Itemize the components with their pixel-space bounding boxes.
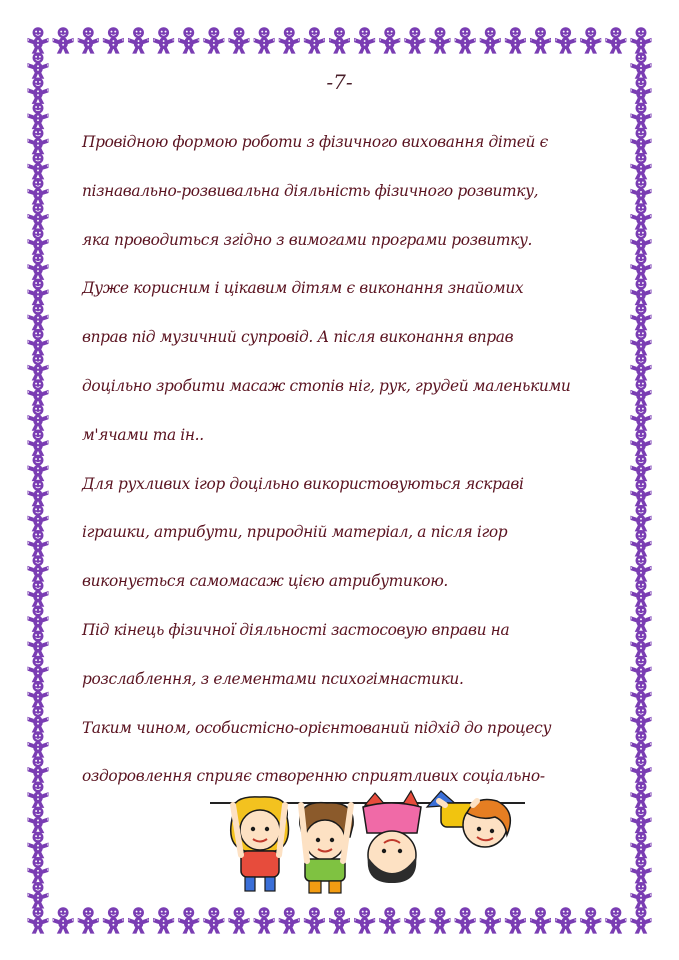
gingerbread-man-icon: [631, 153, 652, 179]
text-line: виконується самомасаж цією атрибутикою.: [82, 572, 448, 591]
gingerbread-man-icon: [631, 128, 652, 154]
gingerbread-man-icon: [254, 27, 275, 53]
gingerbread-man-icon: [631, 354, 652, 380]
gingerbread-man-icon: [631, 304, 652, 330]
gingerbread-man-icon: [631, 731, 652, 757]
gingerbread-man-icon: [28, 178, 49, 204]
gingerbread-man-icon: [430, 907, 451, 933]
gingerbread-man-icon: [631, 404, 652, 430]
gingerbread-man-icon: [455, 907, 476, 933]
gingerbread-man-icon: [631, 656, 652, 682]
gingerbread-man-icon: [28, 103, 49, 129]
gingerbread-man-icon: [28, 882, 49, 908]
gingerbread-man-icon: [505, 27, 526, 53]
paragraph-2: [82, 264, 602, 459]
text-line: Дуже корисним і цікавим дітям є виконання знайомих: [82, 279, 524, 298]
gingerbread-man-icon: [279, 907, 300, 933]
kids-hanging-on-bar-illustration: [205, 785, 530, 900]
gingerbread-man-icon: [631, 907, 652, 933]
gingerbread-man-icon: [28, 329, 49, 355]
gingerbread-man-icon: [178, 907, 199, 933]
gingerbread-man-icon: [379, 907, 400, 933]
gingerbread-man-icon: [631, 203, 652, 229]
gingerbread-man-icon: [28, 731, 49, 757]
gingerbread-man-icon: [304, 27, 325, 53]
text-line: Таким чином, особистісно-орієнтований підхід до процесу: [82, 718, 552, 737]
gingerbread-man-icon: [631, 178, 652, 204]
gingerbread-man-icon: [153, 907, 174, 933]
gingerbread-man-icon: [580, 27, 601, 53]
gingerbread-man-icon: [379, 27, 400, 53]
gingerbread-man-icon: [28, 832, 49, 858]
paragraph-3: [82, 460, 602, 606]
text-line: розслаблення, з елементами психогімнастики.: [82, 669, 464, 688]
gingerbread-man-icon: [631, 756, 652, 782]
gingerbread-man-icon: [28, 128, 49, 154]
gingerbread-man-icon: [631, 681, 652, 707]
body-text: [82, 118, 602, 801]
gingerbread-man-icon: [631, 279, 652, 305]
gingerbread-man-icon: [404, 907, 425, 933]
kid-2-icon: [300, 803, 353, 893]
text-line: іграшки, атрибути, природній матеріал, а після ігор: [82, 523, 508, 542]
gingerbread-man-icon: [28, 455, 49, 481]
gingerbread-man-icon: [580, 907, 601, 933]
gingerbread-man-icon: [631, 429, 652, 455]
gingerbread-man-icon: [178, 27, 199, 53]
gingerbread-man-icon: [28, 304, 49, 330]
gingerbread-man-icon: [631, 706, 652, 732]
kid-1-icon: [231, 797, 289, 891]
gingerbread-man-icon: [28, 807, 49, 833]
gingerbread-man-icon: [28, 706, 49, 732]
gingerbread-man-icon: [631, 605, 652, 631]
gingerbread-man-icon: [28, 153, 49, 179]
gingerbread-man-icon: [28, 631, 49, 657]
gingerbread-man-icon: [28, 354, 49, 380]
text-line: оздоровлення сприяє створенню сприятливих соціально-: [82, 767, 545, 786]
gingerbread-man-icon: [128, 907, 149, 933]
paragraph-4: [82, 606, 602, 704]
gingerbread-man-icon: [631, 530, 652, 556]
gingerbread-man-icon: [28, 505, 49, 531]
text-line: Під кінець фізичної діяльності застосовую вправи на: [82, 620, 510, 639]
text-line: м'ячами та ін..: [82, 425, 204, 444]
gingerbread-man-icon: [28, 907, 49, 933]
gingerbread-man-icon: [28, 555, 49, 581]
gingerbread-man-icon: [28, 404, 49, 430]
text-line: вправ під музичний супровід. А після виконання вправ: [82, 328, 514, 347]
gingerbread-man-icon: [605, 907, 626, 933]
gingerbread-man-icon: [153, 27, 174, 53]
gingerbread-man-icon: [631, 480, 652, 506]
gingerbread-man-icon: [605, 27, 626, 53]
gingerbread-man-icon: [28, 379, 49, 405]
gingerbread-man-icon: [631, 455, 652, 481]
gingerbread-man-icon: [631, 857, 652, 883]
gingerbread-man-icon: [53, 27, 74, 53]
gingerbread-man-icon: [28, 429, 49, 455]
gingerbread-man-icon: [203, 907, 224, 933]
gingerbread-man-icon: [28, 279, 49, 305]
kid-4-icon: [427, 791, 510, 847]
text-line: доцільно зробити масаж стопів ніг, рук, грудей маленькими: [82, 376, 571, 395]
gingerbread-man-icon: [354, 907, 375, 933]
gingerbread-man-icon: [631, 379, 652, 405]
gingerbread-man-icon: [229, 27, 250, 53]
gingerbread-man-icon: [103, 907, 124, 933]
gingerbread-man-icon: [329, 907, 350, 933]
gingerbread-man-icon: [279, 27, 300, 53]
gingerbread-man-icon: [128, 27, 149, 53]
text-line: пізнавально-розвивальна діяльність фізичного розвитку,: [82, 181, 539, 200]
gingerbread-man-icon: [28, 605, 49, 631]
text-line: Провідною формою роботи з фізичного виховання дітей є: [82, 133, 548, 151]
gingerbread-man-icon: [254, 907, 275, 933]
gingerbread-man-icon: [28, 681, 49, 707]
gingerbread-man-icon: [78, 27, 99, 53]
gingerbread-man-icon: [53, 907, 74, 933]
gingerbread-man-icon: [505, 907, 526, 933]
gingerbread-man-icon: [203, 27, 224, 53]
gingerbread-man-icon: [555, 907, 576, 933]
gingerbread-man-icon: [28, 530, 49, 556]
gingerbread-man-icon: [329, 27, 350, 53]
gingerbread-man-icon: [430, 27, 451, 53]
gingerbread-man-icon: [404, 27, 425, 53]
gingerbread-man-icon: [28, 27, 49, 53]
gingerbread-man-icon: [28, 756, 49, 782]
gingerbread-man-icon: [28, 656, 49, 682]
gingerbread-man-icon: [631, 505, 652, 531]
gingerbread-man-icon: [631, 781, 652, 807]
gingerbread-man-icon: [28, 857, 49, 883]
page-number: -7-: [326, 70, 353, 94]
gingerbread-man-icon: [28, 781, 49, 807]
gingerbread-man-icon: [354, 27, 375, 53]
text-line: Для рухливих ігор доцільно використовуються яскраві: [82, 474, 524, 493]
gingerbread-man-icon: [28, 228, 49, 254]
gingerbread-man-icon: [103, 27, 124, 53]
gingerbread-man-icon: [631, 27, 652, 53]
gingerbread-man-icon: [631, 228, 652, 254]
gingerbread-man-icon: [78, 907, 99, 933]
kid-3-icon: [363, 791, 421, 883]
gingerbread-man-icon: [28, 203, 49, 229]
gingerbread-man-icon: [631, 103, 652, 129]
gingerbread-man-icon: [530, 907, 551, 933]
gingerbread-man-icon: [480, 907, 501, 933]
gingerbread-man-icon: [28, 580, 49, 606]
gingerbread-man-icon: [28, 253, 49, 279]
gingerbread-man-icon: [631, 329, 652, 355]
gingerbread-man-icon: [28, 480, 49, 506]
gingerbread-man-icon: [304, 907, 325, 933]
gingerbread-man-icon: [631, 580, 652, 606]
gingerbread-man-icon: [555, 27, 576, 53]
gingerbread-man-icon: [631, 832, 652, 858]
gingerbread-man-icon: [229, 907, 250, 933]
gingerbread-man-icon: [480, 27, 501, 53]
gingerbread-man-icon: [631, 807, 652, 833]
gingerbread-man-icon: [631, 555, 652, 581]
gingerbread-man-icon: [631, 631, 652, 657]
gingerbread-man-icon: [631, 253, 652, 279]
gingerbread-man-icon: [530, 27, 551, 53]
gingerbread-man-icon: [455, 27, 476, 53]
text-line: яка проводиться згідно з вимогами програми розвитку.: [82, 230, 533, 249]
gingerbread-man-icon: [631, 882, 652, 908]
paragraph-1: [82, 118, 602, 264]
